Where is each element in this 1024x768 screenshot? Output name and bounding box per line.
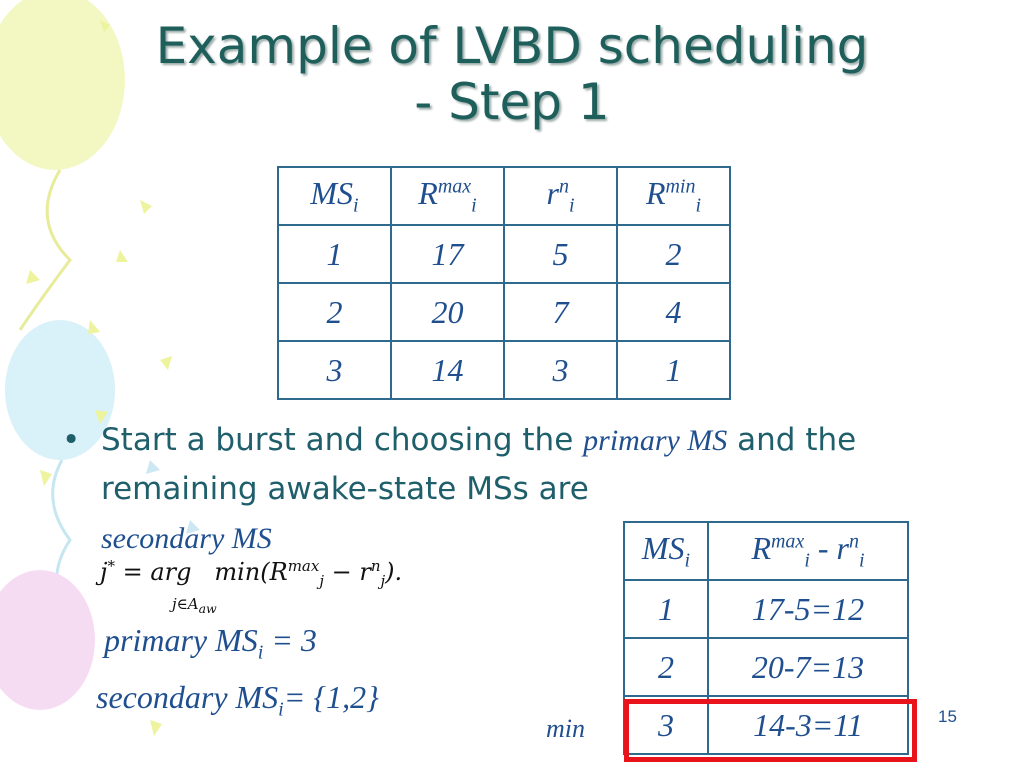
table-row: [624, 638, 908, 696]
table-cell: 20: [391, 283, 504, 341]
slide-number: 15: [938, 707, 957, 726]
table-header-row: [624, 522, 908, 580]
table-cell: 1: [617, 341, 730, 399]
table-cell: 2: [624, 638, 708, 696]
min-label: min: [546, 714, 585, 743]
table-row: [278, 341, 730, 399]
table-header-row: [278, 167, 730, 225]
table-row: [278, 283, 730, 341]
table-cell: 5: [504, 225, 617, 283]
slide-title: [0, 18, 1024, 130]
header-ms: $MS_i$: [278, 167, 391, 225]
table-cell: 3: [278, 341, 391, 399]
primary-ms-term: primary MS: [583, 424, 728, 457]
formula-subscript: $j\in A_{aw}$: [172, 595, 217, 616]
table-cell: 2: [278, 283, 391, 341]
table-cell: 7: [504, 283, 617, 341]
table-cell: 3: [624, 696, 708, 754]
secondary-ms-term: secondary MS: [101, 522, 272, 555]
table-cell: 20-7=13: [708, 638, 908, 696]
requirements-table: [277, 166, 731, 400]
table-cell: 4: [617, 283, 730, 341]
table-cell: 14-3=11: [708, 696, 908, 754]
table-cell: 2: [617, 225, 730, 283]
table-cell: 14: [391, 341, 504, 399]
primary-ms-line: primary $MS_i = 3$: [104, 622, 317, 664]
bullet-dot: •: [62, 422, 81, 458]
table-cell: 17-5=12: [708, 580, 908, 638]
header-rn: $r^n_i$: [504, 167, 617, 225]
table-cell: 17: [391, 225, 504, 283]
bullet-text: Start a burst and choosing the primary MS and the remaining awake-state MSs are secondary MS: [101, 422, 857, 555]
header-ms: $MS_i$: [624, 522, 708, 580]
secondary-ms-line: secondary $MS_i= \{1,2\}$: [96, 679, 379, 721]
table-cell: 1: [624, 580, 708, 638]
title-line-1: Example of LVBD scheduling: [155, 17, 869, 75]
pink-balloon: [0, 570, 95, 710]
balloon-string: [20, 170, 70, 330]
header-rmin: $R^{min}_i$: [617, 167, 730, 225]
table-cell: 1: [278, 225, 391, 283]
argmin-formula: j* = arg $\min(R^{max}_j - r^n_j)$.: [100, 557, 403, 590]
table-cell: 3: [504, 341, 617, 399]
min-row-highlight: [624, 699, 917, 762]
header-difference: $R^{max}_i - r^n_i$: [708, 522, 908, 580]
header-rmax: $R^{max}_i$: [391, 167, 504, 225]
table-row: [624, 580, 908, 638]
title-line-2: - Step 1: [414, 73, 610, 131]
table-row: [278, 225, 730, 283]
